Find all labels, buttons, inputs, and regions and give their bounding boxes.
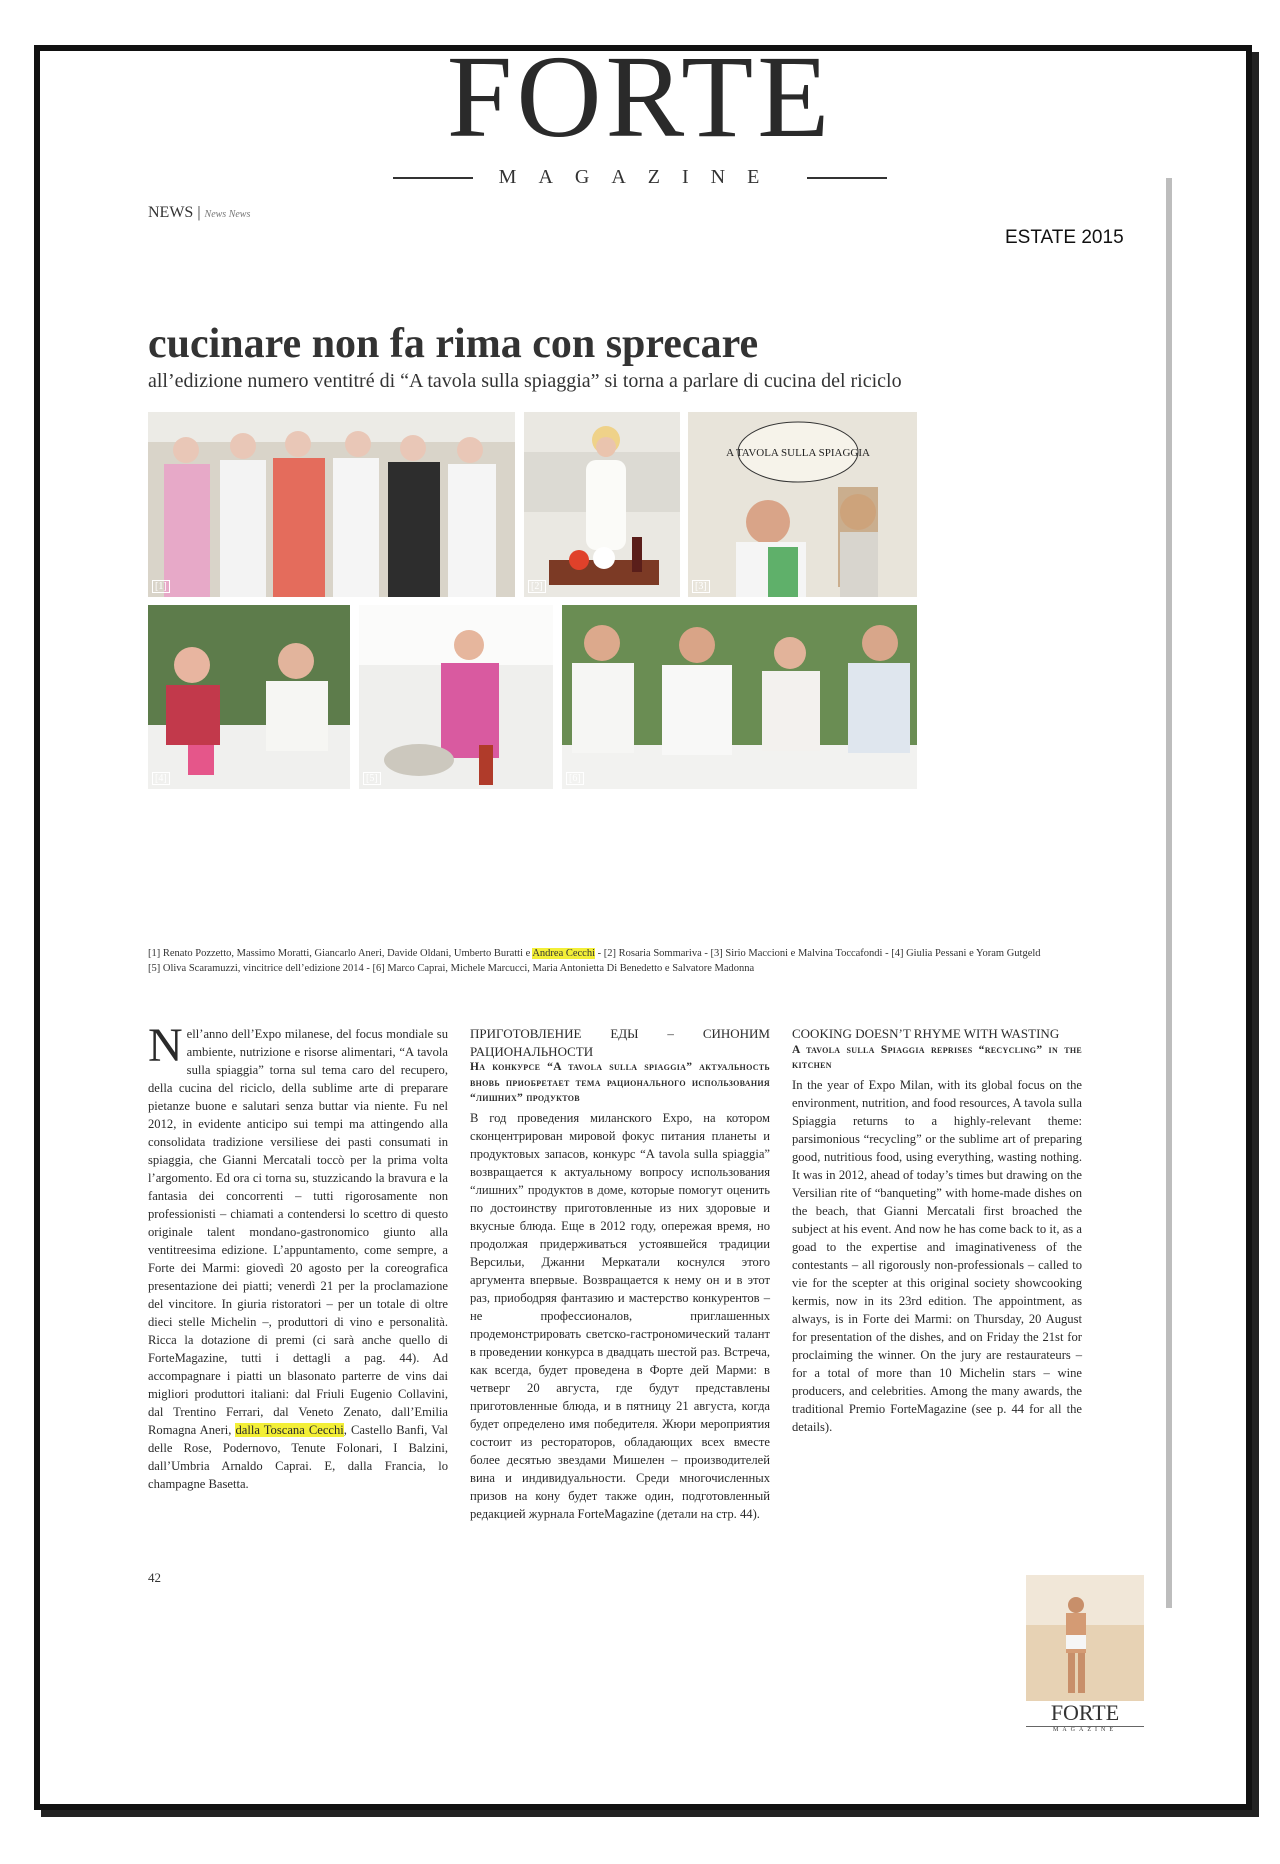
- italian-text-end: , Castello Banfi, Val delle Rose, Podernovo, Tenute Folonari, I Balzini, dall’Umbria Arnaldo Caprai. E, dalla Francia, lo champagne Basetta.: [148, 1423, 448, 1491]
- photo-6: [562, 605, 917, 789]
- photo-1: [148, 412, 515, 597]
- photo-1-image: [148, 412, 515, 597]
- section-name: NEWS: [148, 204, 194, 221]
- caption-text: - [2] Rosaria Sommariva - [3] Sirio Maccioni e Malvina Toccafondi - [4] Giulia Pessani e Yoram Gutgeld: [595, 948, 1041, 959]
- photo-6-number: [6]: [566, 772, 584, 785]
- column-italian: [148, 1019, 448, 1493]
- english-body: In the year of Expo Milan, with its global focus on the environment, nutrition, and food resources, A tavola sulla Spiaggia returns to a highly-relevant theme: parsimonious “recycling” or the sublime art of preparing good, nutritious food, using everything, wasting nothing. It was in 2012, ahead of today’s times but drawing on the Versilian rite of “banqueting” with home-made dishes on the beach, that Gianni Mercatali first broached the subject at his event. And now he has come back to it, as a goad to the expertise and imaginativeness of the contestants – all rigorously non-professionals – called to vie for the scepter at this original society showcooking kermis, now in its 23rd edition. The appointment, as always, is in Forte dei Marmi: on Thursday, 20 August for presentation of the dishes, and on Friday the 21st for proclaiming the winner. On the jury are restaurateurs – for a total of more than 10 Michelin stars – wine producers, and celebrities. Among the many awards, the traditional Premio ForteMagazine (see p. 44 for all the details).: [792, 1077, 1082, 1434]
- column-russian: [470, 1025, 770, 1523]
- photo-2: [524, 412, 680, 597]
- russian-title: ПРИГОТОВЛЕНИЕ ЕДЫ – СИНОНИМ РАЦИОНАЛЬНОСТИ: [470, 1026, 770, 1059]
- photo-2-image: [524, 412, 680, 597]
- dropcap: N: [148, 1019, 183, 1072]
- ad-logo-subtitle: MAGAZINE: [1026, 1726, 1144, 1733]
- page-number: 42: [148, 1570, 161, 1585]
- photo-5-number: [5]: [363, 772, 381, 785]
- ad-logo: [1026, 1700, 1144, 1733]
- page-edge: [1166, 178, 1172, 1608]
- photo-5-image: [359, 605, 553, 789]
- masthead-rule-right: [807, 177, 887, 179]
- masthead: [0, 31, 1280, 189]
- photo-4-image: [148, 605, 350, 789]
- article-headline: cucinare non fa rima con sprecare: [148, 321, 759, 367]
- photo-3-image: [688, 412, 917, 597]
- issue-label: ESTATE 2015: [1005, 227, 1124, 248]
- ad-image: [1026, 1575, 1144, 1701]
- photo-3-number: [3]: [692, 580, 710, 593]
- russian-body: В год проведения миланского Expo, на котором сконцентрирован мировой фокус питания планеты и продуктовых запасов, конкурс “A tavola sulla spiaggia” возвращается к актуальному вопросу использования “лишних” продуктов в доме, которые помогут оценить по достоинству приготовленные из них здоровые и вкусные блюда. Еще в 2012 году, опережая время, но продолжая придерживаться устоявшейся традиции Версильи, Джанни Меркатали коснулся этого аргумента впервые. Возвращается к нему он и в этот раз, приободряя фантазию и мастерство конкурентов – не профессионалов, приглашенных продемонстрировать светско-гастрономический талант в проведении конкурса в двадцать шестой раз. Встреча, как всегда, будет проведена в Форте дей Марми: в четверг 20 августа, где будут представлены приготовленные блюда, и в пятницу 21 августа, когда будет определено имя победителя. Жюри мероприятия состоит из рестораторов, обладающих всех вместе более десятью звездами Мишелен – производителей вина и индивидуальности. Среди многочисленных призов на кону будет также один, подготовленный редакцией журнала ForteMagazine (детали на стр. 44).: [470, 1110, 770, 1521]
- photo-captions: [148, 946, 1088, 976]
- caption-highlight: Andrea Cecchi: [532, 948, 596, 959]
- caption-line-1: [148, 946, 1088, 961]
- photo-3: [688, 412, 917, 597]
- english-title: COOKING DOESN’T RHYME WITH WASTING: [792, 1026, 1060, 1041]
- masthead-subtitle: MAGAZINE: [498, 166, 782, 188]
- photo-4: [148, 605, 350, 789]
- ad-photo: [1026, 1575, 1144, 1701]
- english-subtitle: A tavola sulla Spiaggia reprises “recycling” in the kitchen: [792, 1043, 1082, 1072]
- masthead-subtitle-row: [0, 166, 1280, 189]
- page-frame: [34, 45, 1252, 1810]
- italian-highlight: dalla Toscana Cecchi: [235, 1423, 344, 1437]
- italian-text: ell’anno dell’Expo milanese, del focus mondiale su ambiente, nutrizione e risorse alimentari, “A tavola sulla spiaggia” torna sul tema caro del recupero, della cucina del riciclo, della sublime arte di preparare pietanze buone e salutari senza buttar via niente. Fu nel 2012, in evidente anticipo sui tempi ma attingendo alla consolidata tradizione versiliese dei pasti consumati in spiaggia, che Gianni Mercatali toccò per la prima volta l’argomento. Ed ora ci torna su, stuzzicando la bravura e la fantasia dei concorrenti – tutti rigorosamente non professionisti – chiamati a contendersi lo scettro di questo originale talent mondano-gastronomico giunto alla ventitreesima edizione. L’appuntamento, come sempre, a Forte dei Marmi: giovedì 20 agosto per la coreografica presentazione dei piatti; venerdì 21 per la proclamazione del vincitore. In giuria ristoratori – per un totale di oltre dieci stelle Michelin –, produttori di vino e personalità. Ricca la dotazione di premi (ci sarà anche quello di ForteMagazine, tutti i dettagli a pag. 44). Ad accompagnare i piatti un blasonato parterre de vins dai migliori produttori italiani: dal Friuli Eugenio Collavini, dal Trentino Ferrari, dal Veneto Zenato, dall’Emilia Romagna Aneri,: [148, 1027, 448, 1437]
- section-sublabel: News News: [204, 209, 251, 220]
- article-subhead: all’edizione numero ventitré di “A tavola sulla spiaggia” si torna a parlare di cucina del riciclo: [148, 370, 902, 392]
- photo-5: [359, 605, 553, 789]
- photo-6-image: [562, 605, 917, 789]
- photo-2-number: [2]: [528, 580, 546, 593]
- photo-3-sign: A TAVOLA SULLA SPIAGGIA: [726, 447, 870, 459]
- caption-line-2: [5] Oliva Scaramuzzi, vincitrice dell’edizione 2014 - [6] Marco Caprai, Michele Marcucci, Maria Antonietta Di Benedetto e Salvatore Madonna: [148, 963, 755, 975]
- masthead-rule-left: [393, 177, 473, 179]
- masthead-title: FORTE: [446, 31, 834, 162]
- russian-subtitle: На конкурсе “A tavola sulla spiaggia” актуальность вновь приобретает тема рационального использования “лишних” продуктов: [470, 1061, 770, 1105]
- caption-text: [1] Renato Pozzetto, Massimo Moratti, Giancarlo Aneri, Davide Oldani, Umberto Buratti e: [148, 948, 533, 959]
- ad-logo-title: FORTE: [1050, 1700, 1120, 1725]
- section-label: NEWS | News News: [148, 204, 251, 221]
- photo-4-number: [4]: [152, 772, 170, 785]
- photo-1-number: [1]: [152, 580, 170, 593]
- column-english: [792, 1025, 1082, 1436]
